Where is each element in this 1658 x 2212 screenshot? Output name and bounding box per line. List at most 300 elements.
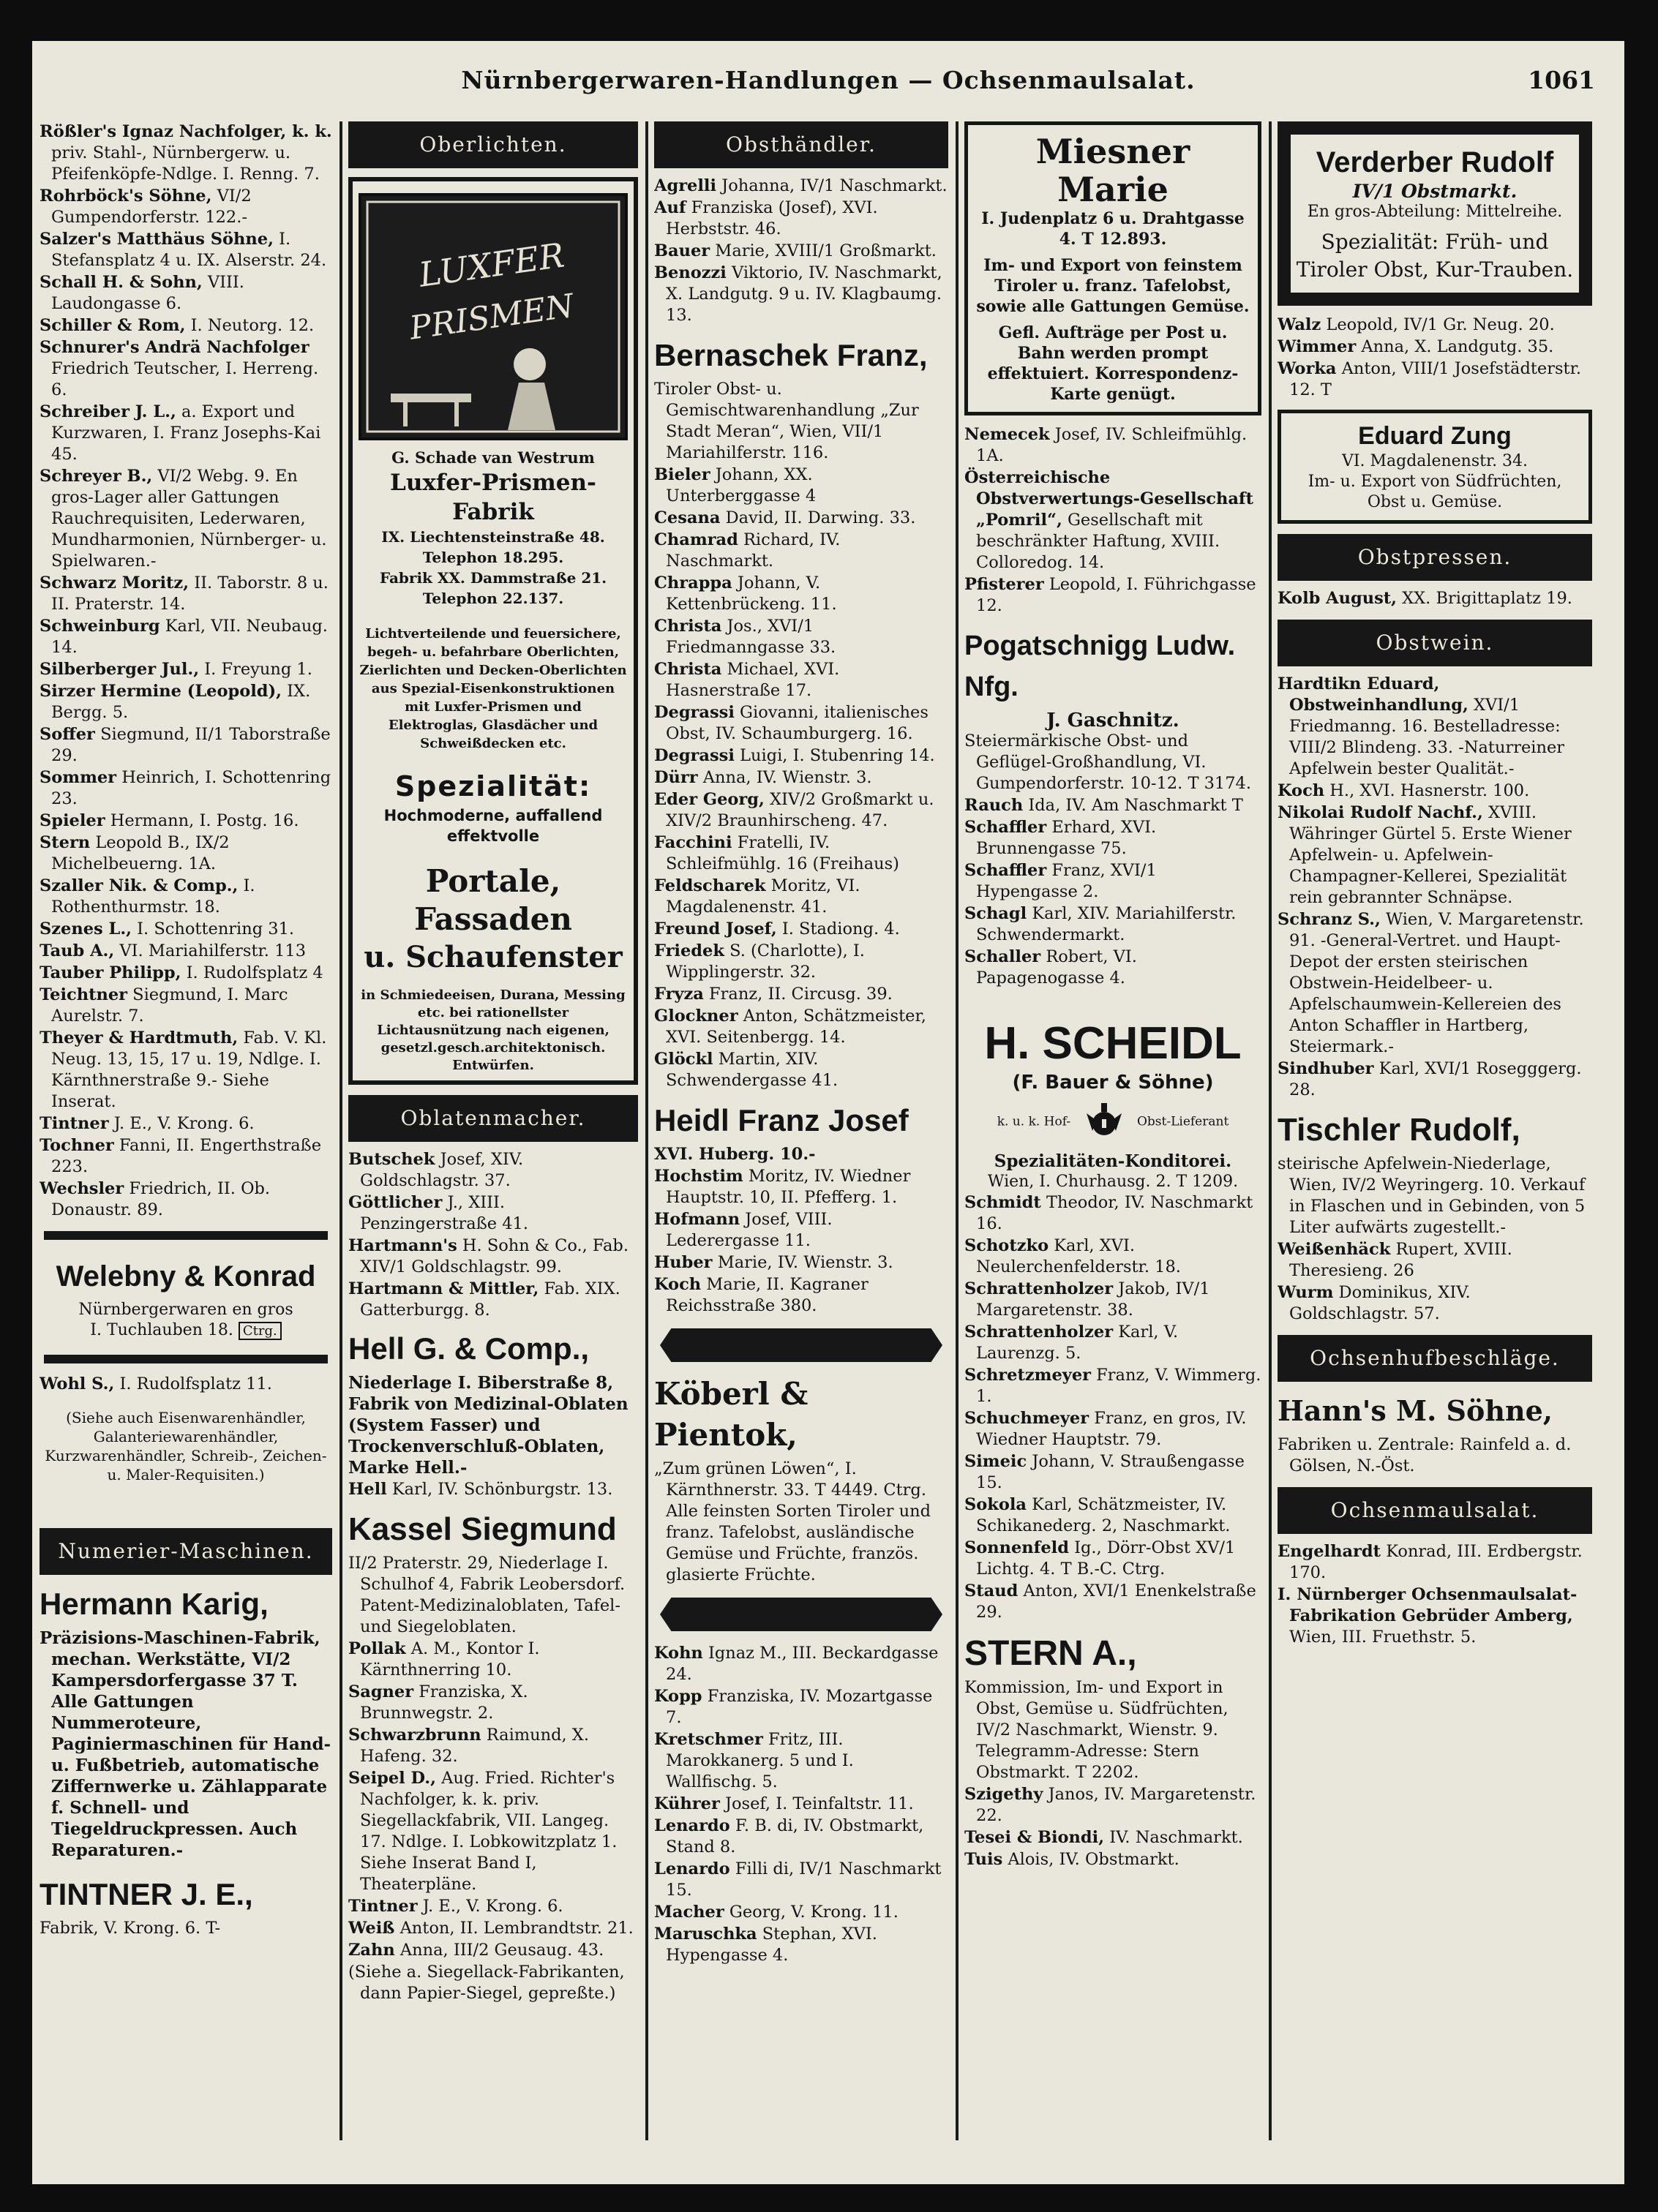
listing-address: Karl, Schätzmeister, IV. Schikanederg. 2, Naschmarkt. bbox=[976, 1495, 1231, 1535]
list-item bbox=[40, 810, 332, 832]
list-item bbox=[40, 767, 332, 810]
listing-name: Rauch bbox=[964, 796, 1024, 815]
listing-address: H. Sohn & Co., Fab. XIV/1 Goldschlagstr. 99. bbox=[360, 1236, 629, 1276]
heidl-title: Heidl Franz Josef bbox=[654, 1103, 909, 1137]
listing-address: I. Freyung 1. bbox=[204, 660, 312, 679]
scheidl-subtitle: (F. Bauer & Söhne) bbox=[1012, 1072, 1214, 1094]
listing-name: Maruschka bbox=[654, 1925, 757, 1944]
list-item bbox=[654, 984, 948, 1005]
tintner-address: Fabrik, V. Krong. 6. T- bbox=[40, 1919, 221, 1938]
listing-name: Wechsler bbox=[40, 1179, 124, 1198]
listing-group bbox=[964, 1784, 1261, 1870]
listing-name: Chamrad bbox=[654, 530, 738, 549]
list-item bbox=[40, 616, 332, 658]
listing-address: Michael, XVI. Hasnerstraße 17. bbox=[666, 660, 840, 700]
listing-name: Nikolai Rudolf Nachf., bbox=[1278, 803, 1483, 822]
listing-address: Johann, XX. Unterberggasse 4 bbox=[666, 465, 817, 505]
list-item bbox=[654, 1859, 948, 1901]
list-item bbox=[964, 817, 1261, 859]
listing-address: Johann, V. Straußengasse 15. bbox=[976, 1452, 1245, 1492]
list-item bbox=[964, 1235, 1261, 1278]
listing-name: Chrappa bbox=[654, 573, 732, 592]
hann-description: Fabriken u. Zentrale: Rainfeld a. d. Gölsen, N.-Öst. bbox=[1278, 1435, 1572, 1475]
column-divider bbox=[645, 121, 648, 2140]
list-item bbox=[40, 337, 332, 401]
listing-address: Anton, Schätzmeister, XVI. Seitenbergg. 14. bbox=[666, 1007, 926, 1047]
listing-address: Moritz, IV. Wiedner Hauptstr. 10, II. Pfefferg. 1. bbox=[666, 1167, 911, 1207]
listing-group bbox=[348, 1149, 638, 1321]
listing-address: Johanna, IV/1 Naschmarkt. bbox=[721, 176, 948, 195]
listing-address: Erhard, XVI. Brunnengasse 75. bbox=[976, 818, 1157, 858]
listing-name: Fryza bbox=[654, 985, 704, 1004]
list-item bbox=[654, 919, 948, 940]
listing-name: Hartmann's bbox=[348, 1236, 457, 1255]
listing-name: Schwarzbrunn bbox=[348, 1726, 481, 1745]
listing-address: Robert, VI. Papagenogasse 4. bbox=[976, 947, 1137, 988]
list-item bbox=[40, 402, 332, 465]
listing-name: Kretschmer bbox=[654, 1730, 763, 1749]
section-header-ochsenhufbeschlaege: Ochsenhufbeschläge. bbox=[1278, 1335, 1592, 1382]
listing-address: Josef, IV. Schleifmühlg. 1A. bbox=[976, 425, 1248, 465]
column-3 bbox=[654, 121, 948, 2170]
listing-address: I. Rudolfsplatz 11. bbox=[119, 1374, 272, 1393]
listing-group bbox=[40, 121, 332, 1221]
listing-address: XVIII. Währinger Gürtel 5. Erste Wiener Apfelwein- u. Apfelwein-Champagner-Kellerei, Spezialität rein gebrannter Schnäpse. bbox=[1289, 803, 1572, 907]
list-item bbox=[348, 1725, 638, 1767]
listing-name: Schaffler bbox=[964, 861, 1047, 880]
listing-address: priv. Stahl-, Nürnbergerw. u. Pfeifenköpfe-Ndlge. I. Renng. 7. bbox=[51, 143, 320, 184]
verderber-specialty: Spezialität: Früh- und Tiroler Obst, Kur-Trauben. bbox=[1296, 230, 1574, 282]
listing-name: Schranz S., bbox=[1278, 910, 1381, 929]
listing-address: Aug. Fried. Richter's Nachfolger, k. k. priv. Siegellackfabrik, VII. Langeg. 17. Ndlge. I. Lobkowitzplatz 1. Siehe Inserat Band I, Theaterpläne. bbox=[360, 1769, 618, 1894]
listing-address: Georg, V. Krong. 11. bbox=[729, 1903, 899, 1922]
list-item bbox=[654, 745, 948, 767]
miesner-ad bbox=[964, 121, 1261, 415]
list-item bbox=[654, 464, 948, 507]
listing-name: Glöckl bbox=[654, 1050, 713, 1069]
list-item bbox=[1278, 315, 1592, 336]
listing-name: Tintner bbox=[348, 1897, 418, 1916]
page-header bbox=[32, 66, 1624, 110]
karig-description: Präzisions-Maschinen-Fabrik, mechan. Werkstätte, VI/2 Kampersdorfergasse 37 T. Alle Gattungen Nummeroteure, Paginiermaschinen für Hand- u. Fußbetrieb, automatische Ziffernwerke u. Zählapparate f. Schnell- und Tiegeldruckpressen. Auch Reparaturen.- bbox=[40, 1628, 331, 1860]
listing-name: Szenes L., bbox=[40, 919, 132, 938]
list-item bbox=[654, 198, 948, 240]
listing-name: Theyer & Hardtmuth, bbox=[40, 1028, 239, 1047]
zung-description: Im- u. Export von Südfrüchten, Obst u. Gemüse. bbox=[1308, 473, 1562, 511]
scheidl-specialty: Spezialitäten-Konditorei. bbox=[994, 1151, 1232, 1171]
listing-name: I. Nürnberger Ochsenmaulsalat-Fabrikation Gebrüder Amberg, bbox=[1278, 1585, 1578, 1625]
listing-address: Anna, IV. Wienstr. 3. bbox=[702, 768, 872, 787]
listing-name: Bieler bbox=[654, 465, 710, 484]
scheidl-title: H. SCHEIDL bbox=[984, 1018, 1242, 1069]
listing-group bbox=[654, 1643, 948, 1966]
welebny-line2: I. Tuchlauben 18. bbox=[90, 1321, 233, 1339]
kassel-title: Kassel Siegmund bbox=[348, 1511, 617, 1547]
directory-page bbox=[32, 41, 1624, 2184]
listing-name: Koch bbox=[654, 1275, 702, 1294]
listing-kolb bbox=[1278, 588, 1592, 609]
listing-name: Göttlicher bbox=[348, 1193, 443, 1212]
listing-name: Agrelli bbox=[654, 176, 717, 195]
list-item bbox=[348, 1192, 638, 1235]
bernaschek-title: Bernaschek Franz, bbox=[654, 338, 928, 372]
list-item bbox=[654, 1049, 948, 1091]
luxfer-schaufenster: u. Schaufenster bbox=[364, 940, 623, 974]
listing-address: Viktorio, IV. Naschmarkt, X. Landgutg. 9 u. IV. Klagbaumg. 13. bbox=[666, 263, 942, 325]
list-item bbox=[654, 508, 948, 529]
listing-name: Wurm bbox=[1278, 1283, 1334, 1302]
listing-address: Josef, I. Teinfaltstr. 11. bbox=[724, 1794, 914, 1813]
list-item bbox=[1278, 1239, 1592, 1282]
separator-rule bbox=[44, 1231, 328, 1240]
list-item bbox=[348, 1682, 638, 1724]
welebny-title: Welebny & Konrad bbox=[56, 1260, 316, 1293]
list-item bbox=[654, 767, 948, 789]
scheidl-hof-label: k. u. k. Hof- bbox=[997, 1114, 1071, 1129]
listing-address: Franz, V. Wimmerg. 1. bbox=[976, 1366, 1261, 1406]
list-item bbox=[40, 1113, 332, 1135]
list-item bbox=[40, 985, 332, 1027]
section-header-obstpressen: Obstpressen. bbox=[1278, 534, 1592, 581]
listing-address: VI/2 Webg. 9. En gros-Lager aller Gattungen Rauchrequisiten, Lederwaren, Mundharmonien, Nürnberger- u. Spielwaren.- bbox=[51, 467, 327, 571]
listing-address: Anton, XVI/1 Enenkelstraße 29. bbox=[976, 1581, 1256, 1622]
listing-name: Schretzmeyer bbox=[964, 1366, 1092, 1385]
miesner-title: Miesner Marie bbox=[1035, 132, 1190, 209]
listing-address: A. M., Kontor I. Kärnthnerring 10. bbox=[360, 1639, 540, 1679]
list-item bbox=[654, 1816, 948, 1858]
listing-name: Butschek bbox=[348, 1150, 435, 1169]
listing-name: Schwarz Moritz, bbox=[40, 573, 190, 592]
list-item bbox=[40, 229, 332, 271]
listing-name: Zahn bbox=[348, 1941, 395, 1960]
listing-address: Franziska (Josef), XVI. Herbststr. 46. bbox=[666, 198, 878, 238]
list-item bbox=[964, 860, 1261, 903]
listing-name: Schiller & Rom, bbox=[40, 316, 186, 335]
list-item bbox=[964, 1451, 1261, 1494]
list-item bbox=[654, 263, 948, 326]
list-item bbox=[964, 1581, 1261, 1623]
section-header-obsthaendler: Obsthändler. bbox=[654, 121, 948, 168]
list-item bbox=[654, 1252, 948, 1274]
listing-address: Marie, II. Kagraner Reichsstraße 380. bbox=[666, 1275, 869, 1315]
listing-name: Kopp bbox=[654, 1687, 702, 1706]
listing-address: Moritz, VI. Magdalenenstr. 41. bbox=[666, 876, 860, 917]
luxfer-phone2: Telephon 22.137. bbox=[422, 590, 564, 607]
listing-address: Friedrich, II. Ob. Donaustr. 89. bbox=[51, 1179, 271, 1219]
list-item bbox=[964, 1365, 1261, 1407]
listing-name: Schreiber J. L., bbox=[40, 402, 176, 421]
svg-text:LUXFER: LUXFER bbox=[416, 235, 567, 295]
listing-address: Leopold, IV/1 Gr. Neug. 20. bbox=[1326, 315, 1555, 334]
listing-name: Hochstim bbox=[654, 1167, 743, 1186]
listing-group bbox=[964, 795, 1261, 989]
listing-name: Bauer bbox=[654, 241, 710, 260]
listing-address: XIV/2 Großmarkt u. XIV/2 Braunhirscheng. 47. bbox=[666, 790, 934, 830]
listing-address: Franziska, X. Brunnwegstr. 2. bbox=[360, 1682, 528, 1723]
listing-address: Karl, XVI/1 Rosegggerg. 28. bbox=[1289, 1059, 1582, 1099]
listing-address: II. Taborstr. 8 u. II. Praterstr. 14. bbox=[51, 573, 329, 614]
pogatschnigg-description: Steiermärkische Obst- und Geflügel-Großhandlung, VI. Gumpendorferstr. 10-12. T 3174. bbox=[964, 731, 1252, 793]
list-item bbox=[654, 1729, 948, 1793]
listing-address: Raimund, X. Hafeng. 32. bbox=[360, 1726, 589, 1766]
listing-address: I. Schottenring 31. bbox=[137, 919, 295, 938]
listing-address: Karl, VII. Neubaug. 14. bbox=[51, 617, 328, 657]
listing-address: Heinrich, I. Schottenring 23. bbox=[51, 768, 331, 808]
listing-name: Schnurer's Andrä Nachfolger bbox=[40, 338, 310, 357]
listing-name: Koch bbox=[1278, 781, 1325, 800]
listing-address: Leopold B., IX/2 Michelbeuerng. 1A. bbox=[51, 833, 230, 873]
listing-address: Karl, IV. Schönburgstr. 13. bbox=[391, 1480, 613, 1499]
listing-group bbox=[654, 176, 948, 326]
listing-address: Luigi, I. Stubenring 14. bbox=[740, 746, 935, 765]
page-number: 1061 bbox=[1528, 66, 1595, 94]
list-item bbox=[654, 616, 948, 658]
listing-address: Josef, XIV. Goldschlagstr. 37. bbox=[360, 1150, 524, 1190]
list-item bbox=[964, 1322, 1261, 1364]
listing-address: Fab. V. Kl. Neug. 13, 15, 17 u. 19, Ndlge. I. Kärnthnerstraße 9.- Siehe Inserat. bbox=[51, 1028, 327, 1111]
separator-rule bbox=[44, 1355, 328, 1363]
listing-address: Marie, IV. Wienstr. 3. bbox=[717, 1253, 893, 1272]
listing-name: Friedek bbox=[654, 941, 724, 960]
listing-group bbox=[964, 424, 1261, 617]
luxfer-ad bbox=[348, 177, 638, 1085]
listing-address: IV. Naschmarkt. bbox=[1109, 1828, 1243, 1847]
listing-name: Cesana bbox=[654, 508, 721, 527]
column-divider bbox=[1269, 121, 1272, 2140]
listing-name: Hell bbox=[348, 1480, 387, 1499]
list-item bbox=[654, 702, 948, 745]
column-4 bbox=[964, 121, 1261, 2170]
list-item bbox=[654, 941, 948, 983]
miesner-business: Im- und Export von feinstem Tiroler u. franz. Tafelobst, sowie alle Gattungen Gemüse. bbox=[976, 256, 1250, 316]
listing-group bbox=[654, 464, 948, 1091]
listing-name: Schotzko bbox=[964, 1236, 1049, 1255]
list-item bbox=[654, 832, 948, 875]
listing-name: Rohrböck's Söhne, bbox=[40, 187, 212, 206]
scheidl-ad bbox=[964, 1018, 1261, 1192]
listing-address: Franz, XVI/1 Hypengasse 2. bbox=[976, 861, 1157, 901]
list-item bbox=[654, 789, 948, 832]
koeberl-title: Köberl & Pientok, bbox=[654, 1376, 809, 1453]
zung-ad bbox=[1278, 410, 1592, 524]
listing-group bbox=[1278, 315, 1592, 401]
list-item bbox=[348, 1279, 638, 1321]
column-2 bbox=[348, 121, 638, 2170]
list-item bbox=[964, 467, 1261, 573]
section-header-oblatenmacher: Oblatenmacher. bbox=[348, 1095, 638, 1142]
listing-address: Filli di, IV/1 Naschmarkt 15. bbox=[666, 1859, 942, 1900]
listing-address: Franziska, IV. Mozartgasse 7. bbox=[666, 1687, 933, 1727]
verderber-ad bbox=[1278, 121, 1592, 306]
listing-name: Schaffler bbox=[964, 818, 1047, 837]
listing-address: J., XIII. Penzingerstraße 41. bbox=[360, 1193, 528, 1233]
listing-name: Nemecek bbox=[964, 425, 1050, 444]
listing-address: Giovanni, italienisches Obst, IV. Schaumburgerg. 16. bbox=[666, 703, 929, 743]
luxfer-description: Lichtverteilende und feuersichere, begeh- u. befahrbare Oberlichten, Zierlichten und Decken-Oberlichten aus Spezial-Eisenkonstruktionen mit Luxfer-Prismen und Elektroglas, Glasdächer und Schweißdecken etc. bbox=[359, 626, 627, 751]
list-item bbox=[1278, 1282, 1592, 1325]
listing-group bbox=[654, 1166, 948, 1317]
listing-name: Schrattenholzer bbox=[964, 1279, 1114, 1298]
listing-name: Sonnenfeld bbox=[964, 1538, 1069, 1557]
list-item bbox=[654, 1686, 948, 1728]
listing-name: Sindhuber bbox=[1278, 1059, 1374, 1078]
listing-address: Dominikus, XIV. Goldschlagstr. 57. bbox=[1289, 1283, 1471, 1323]
kassel-description: II/2 Praterstr. 29, Niederlage I. Schulhof 4, Fabrik Leobersdorf. Patent-Medizinaloblaten, Tafel- und Siegeloblaten. bbox=[348, 1554, 626, 1636]
scheidl-supplier-label: Obst-Lieferant bbox=[1136, 1114, 1229, 1129]
listing-address: Anton, II. Lembrandtstr. 21. bbox=[400, 1919, 634, 1938]
listing-name: Weiß bbox=[348, 1919, 395, 1938]
listing-address: Wien, III. Fruethstr. 5. bbox=[1289, 1628, 1477, 1647]
list-item bbox=[1278, 1541, 1592, 1584]
listing-group bbox=[1278, 1239, 1592, 1325]
list-item bbox=[964, 1538, 1261, 1580]
listing-name: Huber bbox=[654, 1253, 713, 1272]
list-item bbox=[654, 1643, 948, 1685]
listing-name: Rößler's Ignaz Nachfolger, k. k. bbox=[40, 122, 332, 141]
list-item bbox=[40, 1135, 332, 1178]
list-item bbox=[40, 186, 332, 228]
listing-name: Szaller Nik. & Comp., bbox=[40, 876, 239, 895]
listing-address: XX. Brigittaplatz 19. bbox=[1402, 589, 1572, 608]
listing-name: Staud bbox=[964, 1581, 1019, 1600]
list-item bbox=[964, 1408, 1261, 1451]
list-item bbox=[654, 1209, 948, 1252]
luxfer-maker: G. Schade van Westrum bbox=[391, 448, 595, 467]
koeberl-description: „Zum grünen Löwen“, I. Kärnthnerstr. 33. T 4449. Ctrg. Alle feinsten Sorten Tiroler und franz. Tafelobst, ausländische Gemüse und Früchte, französ. glasierte Früchte. bbox=[654, 1459, 931, 1584]
listing-address: Ignaz M., III. Beckardgasse 24. bbox=[666, 1644, 939, 1684]
miesner-address: I. Judenplatz 6 u. Drahtgasse 4. T 12.893. bbox=[981, 209, 1245, 249]
list-item bbox=[1278, 909, 1592, 1058]
telephone-badge: Ctrg. bbox=[239, 1322, 282, 1340]
list-item bbox=[654, 573, 948, 615]
listing-address: S. (Charlotte), I. Wipplingerstr. 32. bbox=[666, 941, 865, 982]
list-item bbox=[348, 1149, 638, 1192]
list-item bbox=[40, 573, 332, 615]
listing-address: Leopold, I. Führichgasse 12. bbox=[976, 575, 1256, 615]
listing-address: Rupert, XVIII. Theresieng. 26 bbox=[1289, 1240, 1512, 1280]
listing-address: Fanni, II. Engerthstraße 223. bbox=[51, 1136, 322, 1176]
listing-name: Tesei & Biondi, bbox=[964, 1828, 1105, 1847]
listing-name: Spieler bbox=[40, 811, 105, 830]
listing-address: Anna, X. Landgutg. 35. bbox=[1361, 337, 1554, 356]
listing-hell-karl bbox=[348, 1479, 638, 1500]
listing-address: Johann, V. Kettenbrückeng. 11. bbox=[666, 573, 837, 614]
list-item bbox=[654, 241, 948, 262]
karig-title: Hermann Karig, bbox=[40, 1587, 269, 1621]
listing-name: Schaller bbox=[964, 947, 1041, 966]
listing-group bbox=[1278, 674, 1592, 1101]
listing-group bbox=[964, 1192, 1261, 1623]
column-5 bbox=[1278, 121, 1592, 2170]
list-item bbox=[964, 1827, 1261, 1848]
list-item bbox=[40, 941, 332, 962]
listing-address: Franz, II. Circusg. 39. bbox=[709, 985, 893, 1004]
list-item bbox=[1278, 1584, 1592, 1648]
listing-name: Schuchmeyer bbox=[964, 1409, 1089, 1428]
listing-name: Lenardo bbox=[654, 1859, 730, 1878]
welebny-ad bbox=[40, 1250, 332, 1344]
tischler-description: steirische Apfelwein-Niederlage, Wien, IV/2 Weyringerg. 10. Verkauf in Flaschen und in Gebinden, von 5 Liter aufwärts zugestellt.- bbox=[1278, 1154, 1586, 1237]
listing-name: Macher bbox=[654, 1903, 724, 1922]
luxfer-prism-icon bbox=[361, 196, 625, 437]
listing-name: Engelhardt bbox=[1278, 1542, 1381, 1561]
hann-title: Hann's M. Söhne, bbox=[1278, 1394, 1553, 1427]
listing-address: Richard, IV. Naschmarkt. bbox=[666, 530, 841, 571]
miesner-orders: Gefl. Aufträge per Post u. Bahn werden prompt effektuiert. Korrespondenz-Karte genügt. bbox=[987, 323, 1239, 404]
list-item bbox=[654, 659, 948, 701]
zung-title: Eduard Zung bbox=[1358, 422, 1512, 450]
listing-address: I. Rothenthurmstr. 18. bbox=[51, 876, 255, 917]
list-item bbox=[1278, 336, 1592, 358]
listing-address: Ig., Dörr-Obst XV/1 Lichtg. 4. T B.-C. Ctrg. bbox=[976, 1538, 1236, 1579]
luxfer-address: IX. Liechtensteinstraße 48. bbox=[381, 528, 605, 546]
listing-name: Schrattenholzer bbox=[964, 1323, 1114, 1342]
section-header-numerier: Numerier-Maschinen. bbox=[40, 1528, 332, 1575]
listing-name: Glockner bbox=[654, 1007, 738, 1026]
list-item bbox=[654, 1274, 948, 1317]
tintner-title: TINTNER J. E., bbox=[40, 1877, 253, 1911]
listing-address: IX. Bergg. 5. bbox=[51, 682, 311, 722]
listing-address: Marie, XVIII/1 Großmarkt. bbox=[715, 241, 937, 260]
listing-address: Konrad, III. Erdbergstr. 170. bbox=[1289, 1542, 1583, 1582]
listing-address: H., XVI. Hasnerstr. 100. bbox=[1329, 781, 1530, 800]
listing-name: Eder Georg, bbox=[654, 790, 765, 809]
listing-address: Anna, III/2 Geusaug. 43. bbox=[400, 1941, 604, 1960]
listing-name: Christa bbox=[654, 660, 722, 679]
listing-name: Taub A., bbox=[40, 941, 115, 960]
listing-name: Worka bbox=[1278, 359, 1337, 378]
listing-address: J. E., V. Krong. 6. bbox=[113, 1114, 255, 1133]
list-item bbox=[964, 1849, 1261, 1870]
listing-address: Wien, V. Margaretenstr. 91. -General-Vertret. und Haupt-Depot der ersten steirischen Obstwein-Heidelbeer- u. Apfelschaumwein-Kellereien des Anton Schaffler in Hartberg, Steiermark.- bbox=[1289, 910, 1584, 1056]
ornament-bar bbox=[660, 1328, 942, 1362]
list-item bbox=[964, 903, 1261, 946]
listing-name: Feldscharek bbox=[654, 876, 766, 895]
listing-name: Tuis bbox=[964, 1850, 1003, 1869]
listing-group bbox=[348, 1639, 638, 1961]
listing-name: Silberberger Jul., bbox=[40, 660, 200, 679]
scheidl-address: Wien, I. Churhausg. 2. T 1209. bbox=[987, 1173, 1239, 1191]
listing-name: Wohl S., bbox=[40, 1374, 115, 1393]
column-divider bbox=[340, 121, 342, 2140]
listing-address: Theodor, IV. Naschmarkt 16. bbox=[976, 1193, 1253, 1233]
list-item bbox=[1278, 1058, 1592, 1101]
heidl-address: XVI. Huberg. 10.- bbox=[654, 1145, 816, 1164]
list-item bbox=[40, 876, 332, 918]
listing-wohl bbox=[40, 1374, 332, 1395]
list-item bbox=[654, 1006, 948, 1048]
luxfer-factory: Luxfer-Prismen-Fabrik bbox=[390, 470, 596, 525]
listing-name: Pfisterer bbox=[964, 575, 1044, 594]
stern-description: Kommission, Im- und Export in Obst, Gemüse u. Südfrüchten, IV/2 Naschmarkt, Wienstr. 9. Telegramm-Adresse: Stern Obstmarkt. T 2202. bbox=[964, 1678, 1229, 1782]
listing-address: Franz, en gros, IV. Wiedner Hauptstr. 79. bbox=[976, 1409, 1247, 1449]
listing-address: Karl, XVI. Neulerchenfelderstr. 18. bbox=[976, 1236, 1181, 1276]
listing-address: Stephan, XVI. Hypengasse 4. bbox=[666, 1925, 877, 1965]
section-header-oberlichten: Oberlichten. bbox=[348, 121, 638, 168]
listing-address: Fab. XIX. Gatterburgg. 8. bbox=[360, 1279, 620, 1320]
luxfer-specialty-heading: Spezialität: bbox=[394, 770, 592, 802]
list-item bbox=[654, 530, 948, 572]
luxfer-fabrik: Fabrik XX. Dammstraße 21. bbox=[379, 569, 607, 587]
listing-group bbox=[1278, 1541, 1592, 1648]
list-item bbox=[654, 1794, 948, 1815]
list-item bbox=[348, 1639, 638, 1681]
listing-address: I. Neutorg. 12. bbox=[190, 316, 315, 335]
listing-name: Szigethy bbox=[964, 1785, 1043, 1804]
welebny-line1: Nürnbergerwaren en gros bbox=[78, 1301, 293, 1319]
listing-address: J. E., V. Krong. 6. bbox=[422, 1897, 563, 1916]
listing-name: Simeic bbox=[964, 1452, 1027, 1471]
